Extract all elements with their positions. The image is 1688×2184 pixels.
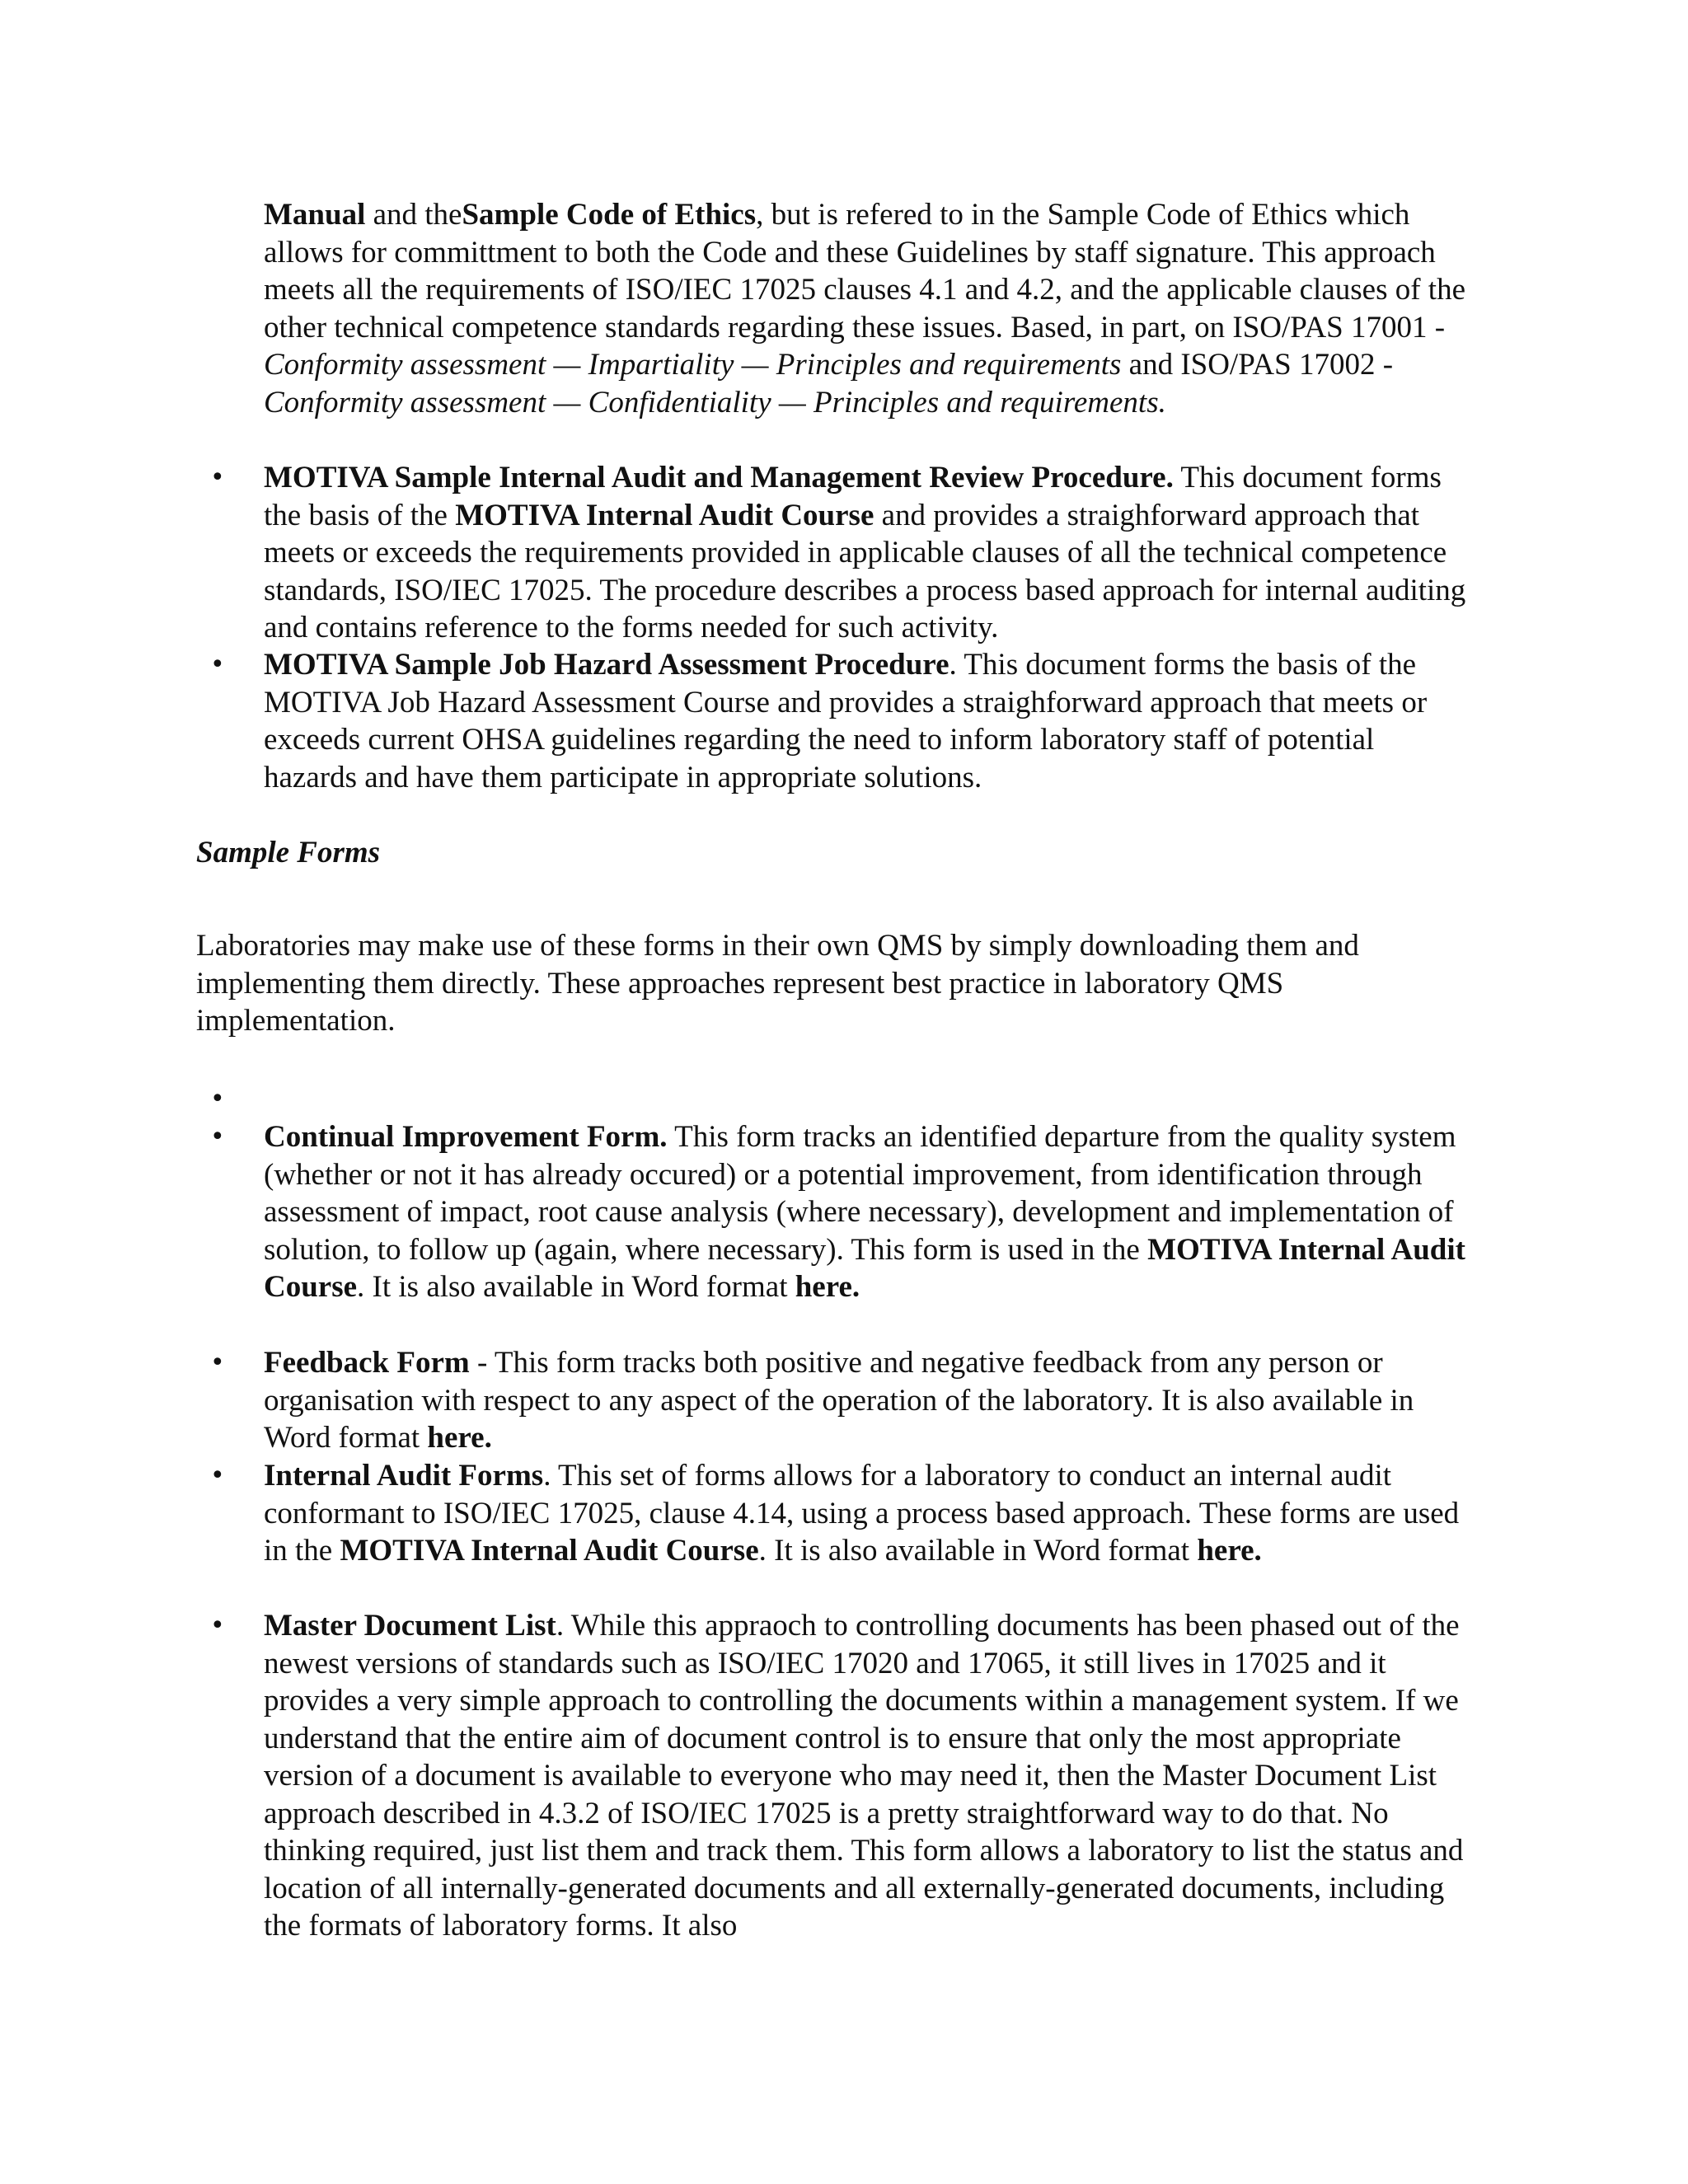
form-item-feedback [264, 1344, 1467, 1457]
here-link[interactable]: here. [1197, 1534, 1262, 1568]
here-link[interactable]: here. [795, 1270, 860, 1304]
form-text: . It is also available in Word format [357, 1270, 795, 1304]
form-title: Master Document List [264, 1609, 556, 1643]
intro-text-2: , but is refered to in the Sample Code of Ethics which allows for committment to both the Code and these Guidelines by staff signature. This approach meets all the requirements of ISO/IEC 17025 clauses 4.1 and 4.2, and the applicable clauses of the other technical competence standards regarding these issues. Based, in part, on ISO/PAS 17001 - [264, 198, 1465, 344]
bullet-icon: • [210, 1461, 225, 1490]
bullet-icon: • [210, 1611, 225, 1640]
procedure-text: This document forms the basis of the [264, 461, 1442, 532]
form-title: Continual Improvement Form. [264, 1120, 668, 1154]
sample-forms-heading: Sample Forms [196, 836, 381, 869]
bullet-icon: • [210, 1122, 225, 1151]
form-title: Feedback Form [264, 1346, 470, 1380]
intro-text-3: and ISO/PAS 17002 - [1121, 348, 1394, 382]
intro-bold-code-of-ethics: Sample Code of Ethics [462, 198, 757, 232]
course-name: MOTIVA Internal Audit Course [455, 498, 874, 532]
procedure-title: MOTIVA Sample Job Hazard Assessment Procedure [264, 648, 950, 682]
form-text: . It is also available in Word format [758, 1534, 1198, 1568]
form-item-continual-improvement [264, 1118, 1467, 1306]
procedure-text: and provides a straighforward approach that meets or exceeds the requirements provided in applicable clauses of all the technical competence standards, ISO/IEC 17025. The procedure describes a process based approach for internal auditing and contains reference to the forms needed for such activity. [264, 498, 1466, 644]
form-title: Internal Audit Forms [264, 1459, 544, 1493]
form-item-master-document-list [264, 1607, 1467, 1945]
bullet-icon: • [210, 1085, 225, 1113]
sample-forms-intro: Laboratories may make use of these forms in their own QMS by simply downloading them and implementing them directly. These approaches represent best practice in laboratory QMS implementation. [196, 929, 1359, 1038]
intro-paragraph [264, 196, 1467, 421]
form-text: - This form tracks both positive and negative feedback from any person or organisation with respect to any aspect of the operation of the laboratory. It is also available in Word format [264, 1346, 1414, 1455]
bullet-icon: • [210, 1348, 225, 1377]
form-item-internal-audit [264, 1457, 1467, 1570]
procedure-title: MOTIVA Sample Internal Audit and Management Review Procedure. [264, 461, 1174, 494]
intro-bold-manual: Manual [264, 198, 366, 232]
form-text: This form tracks an identified departure from the quality system (whether or not it has already occured) or a potential improvement, from identification through assessment of impact, root cause analysis (where necessary), development and implementation of solution, to follow up (again, where necessary). This form is used in the [264, 1120, 1456, 1267]
form-text: . While this appraoch to controlling documents has been phased out of the newest versions of standards such as ISO/IEC 17020 and 17065, it still lives in 17025 and it provides a very simple approach to controlling the documents within a management system. If we understand that the entire aim of document control is to ensure that only the most appropriate version of a document is available to everyone who may need it, then the Master Document List approach described in 4.3.2 of ISO/IEC 17025 is a pretty straightforward way to do that. No thinking required, just list them and track them. This form allows a laboratory to list the status and location of all internally-generated documents and all externally-generated documents, including the formats of laboratory forms. It also [264, 1609, 1464, 1943]
intro-italic-confidentiality: Conformity assessment — Confidentiality — Principles and requirements. [264, 385, 1166, 419]
intro-italic-impartiality: Conformity assessment — Impartiality — Principles and requirements [264, 348, 1122, 382]
course-name: MOTIVA Internal Audit Course [340, 1534, 759, 1568]
form-text: . This set of forms allows for a laboratory to conduct an internal audit conformant to ISO/IEC 17025, clause 4.14, using a process based approach. These forms are used in the [264, 1459, 1460, 1568]
intro-text-1: and the [365, 198, 462, 232]
procedure-item-internal-audit [264, 459, 1467, 647]
here-link[interactable]: here. [427, 1421, 492, 1455]
course-name: MOTIVA Internal Audit Course [264, 1232, 1465, 1304]
bullet-icon: • [210, 650, 225, 679]
procedure-text: . This document forms the basis of the MOTIVA Job Hazard Assessment Course and provides a straighforward approach that meets or exceeds current OHSA guidelines regarding the need to inform laboratory staff of potential hazards and have them participate in appropriate solutions. [264, 648, 1428, 794]
bullet-icon: • [210, 463, 225, 492]
procedure-item-job-hazard [264, 646, 1467, 796]
